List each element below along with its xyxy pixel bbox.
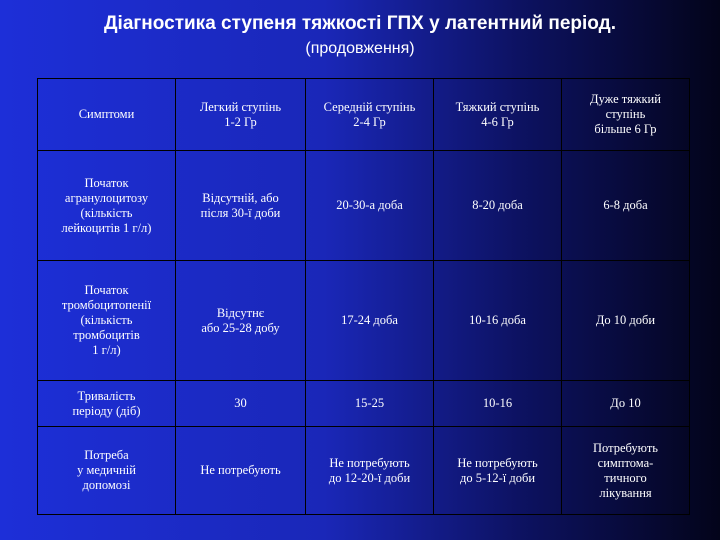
table-cell: 8-20 доба xyxy=(434,151,562,261)
header-cell-very-severe: Дуже тяжкий ступінь більше 6 Гр xyxy=(562,79,690,151)
table-row xyxy=(38,151,690,261)
title-main: Діагностика ступеня тяжкості ГПХ у латентний період. xyxy=(104,13,616,34)
table-cell: Потребують симптома- тичного лікування xyxy=(562,427,690,515)
table-row xyxy=(38,261,690,381)
table-cell: До 10 доби xyxy=(562,261,690,381)
table-row xyxy=(38,427,690,515)
row-label: Початок агранулоцитозу (кількість лейкоцитів 1 г/л) xyxy=(38,151,176,261)
table-cell: 6-8 доба xyxy=(562,151,690,261)
header-cell-mild: Легкий ступінь 1-2 Гр xyxy=(176,79,306,151)
table-cell: 10-16 xyxy=(434,381,562,427)
table-cell: До 10 xyxy=(562,381,690,427)
row-label: Потреба у медичній допомозі xyxy=(38,427,176,515)
table-cell: Відсутнє або 25-28 добу xyxy=(176,261,306,381)
header-cell-symptoms: Симптоми xyxy=(38,79,176,151)
table-row xyxy=(38,381,690,427)
severity-table xyxy=(37,78,690,515)
row-label: Початок тромбоцитопенії (кількість тромбоцитів 1 г/л) xyxy=(38,261,176,381)
title-subtitle: (продовження) xyxy=(305,40,415,57)
row-label: Тривалість періоду (діб) xyxy=(38,381,176,427)
table-cell: 30 xyxy=(176,381,306,427)
table-cell: Відсутній, або після 30-ї доби xyxy=(176,151,306,261)
header-cell-severe: Тяжкий ступінь 4-6 Гр xyxy=(434,79,562,151)
table-cell: 10-16 доба xyxy=(434,261,562,381)
table-cell: 20-30-а доба xyxy=(306,151,434,261)
table-cell: 15-25 xyxy=(306,381,434,427)
table-cell: 17-24 доба xyxy=(306,261,434,381)
slide-title xyxy=(0,12,720,60)
table-cell: Не потребують xyxy=(176,427,306,515)
header-cell-moderate: Середній ступінь 2-4 Гр xyxy=(306,79,434,151)
table-cell: Не потребують до 5-12-ї доби xyxy=(434,427,562,515)
table-cell: Не потребують до 12-20-ї доби xyxy=(306,427,434,515)
table-header-row xyxy=(38,79,690,151)
